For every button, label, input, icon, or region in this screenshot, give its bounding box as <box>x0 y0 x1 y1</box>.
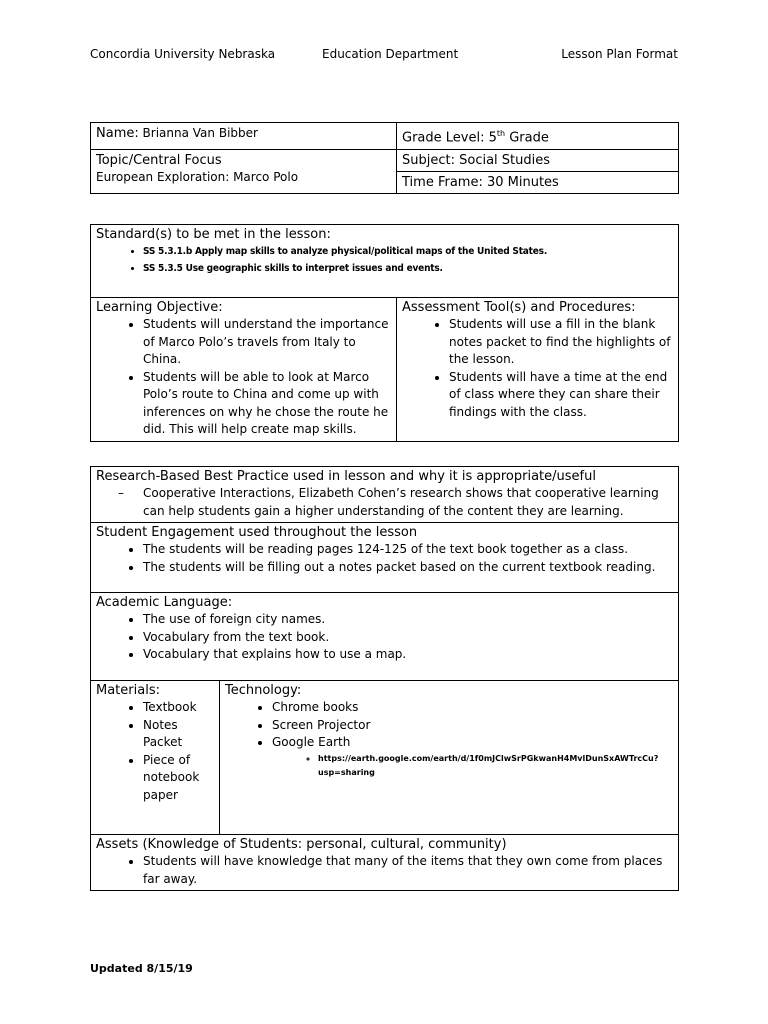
technology-list <box>225 699 673 752</box>
materials-item: • Piece of notebook paper <box>143 752 214 805</box>
header-format: Lesson Plan Format <box>561 47 678 61</box>
technology-title: Technology: <box>225 683 302 698</box>
assessment-item: • Students will have a time at the end of class where they can share their findings with the class. <box>449 369 673 422</box>
engagement-title: Student Engagement used throughout the lesson <box>96 525 418 540</box>
topic-value: European Exploration: Marco Polo <box>96 170 299 184</box>
technology-item: • Google Earth <box>272 734 673 752</box>
grade-suffix: Grade <box>505 130 549 146</box>
header-university: Concordia University Nebraska <box>90 47 276 61</box>
lesson-details-table <box>90 466 679 891</box>
objective-list <box>96 316 391 439</box>
assets-item: • Students will have knowledge that many of the items that they own come from places far away. <box>143 853 673 888</box>
academic-item: • The use of foreign city names. <box>143 611 673 629</box>
time-frame: Time Frame: 30 Minutes <box>397 172 679 194</box>
best-practice-item: – Cooperative Interactions, Elizabeth Cohen’s research shows that cooperative learning can help students gain a higher understanding of the content they are learning. <box>143 485 673 520</box>
assets-title: Assets (Knowledge of Students: personal, cultural, community) <box>96 837 507 852</box>
assessment-item: • Students will use a fill in the blank notes packet to find the highlights of the lesson. <box>449 316 673 369</box>
objective-item: • Students will understand the importance of Marco Polo’s travels from Italy to China. <box>143 316 391 369</box>
header-department: Education Department <box>322 47 459 61</box>
materials-title: Materials: <box>96 683 160 698</box>
grade-label: Grade Level: 5 <box>402 130 497 146</box>
name-value: Brianna Van Bibber <box>138 126 258 140</box>
standard-item: • SS 5.3.1.b Apply map skills to analyze physical/political maps of the United States. <box>143 243 673 260</box>
updated-date: Updated 8/15/19 <box>90 962 193 975</box>
name-label: Name: <box>96 126 139 141</box>
standards-table <box>90 224 679 442</box>
engagement-list <box>96 541 673 576</box>
best-practice-list <box>96 485 673 520</box>
engagement-item: • The students will be reading pages 124-125 of the text book together as a class. <box>143 541 673 559</box>
technology-item: • Chrome books <box>272 699 673 717</box>
standards-list <box>96 243 673 277</box>
assets-list <box>96 853 673 888</box>
standards-title: Standard(s) to be met in the lesson: <box>96 227 331 242</box>
google-earth-link[interactable]: ◦ https://earth.google.com/earth/d/1f0mJClwSrPGkwanH4MvlDunSxAWTrcCu?usp=sharing <box>318 752 673 780</box>
best-practice-title: Research-Based Best Practice used in lesson and why it is appropriate/useful <box>96 469 596 484</box>
academic-list <box>96 611 673 664</box>
info-table <box>90 122 679 194</box>
technology-sublist <box>225 752 673 780</box>
objective-item: • Students will be able to look at Marco Polo’s route to China and come up with inferences on why he chose the route he did. This will help create map skills. <box>143 369 391 439</box>
academic-item: • Vocabulary from the text book. <box>143 629 673 647</box>
materials-item: • Notes Packet <box>143 717 214 752</box>
materials-item: • Textbook <box>143 699 214 717</box>
materials-list <box>96 699 214 804</box>
standard-item: • SS 5.3.5 Use geographic skills to interpret issues and events. <box>143 260 673 277</box>
topic-label: Topic/Central Focus <box>96 153 222 168</box>
academic-item: • Vocabulary that explains how to use a map. <box>143 646 673 664</box>
subject: Subject: Social Studies <box>397 150 679 172</box>
objective-title: Learning Objective: <box>96 300 223 315</box>
grade-sup: th <box>496 129 506 138</box>
academic-title: Academic Language: <box>96 595 233 610</box>
assessment-list <box>402 316 673 421</box>
assessment-title: Assessment Tool(s) and Procedures: <box>402 300 636 315</box>
engagement-item: • The students will be filling out a notes packet based on the current textbook reading. <box>143 559 673 577</box>
technology-item: • Screen Projector <box>272 717 673 735</box>
